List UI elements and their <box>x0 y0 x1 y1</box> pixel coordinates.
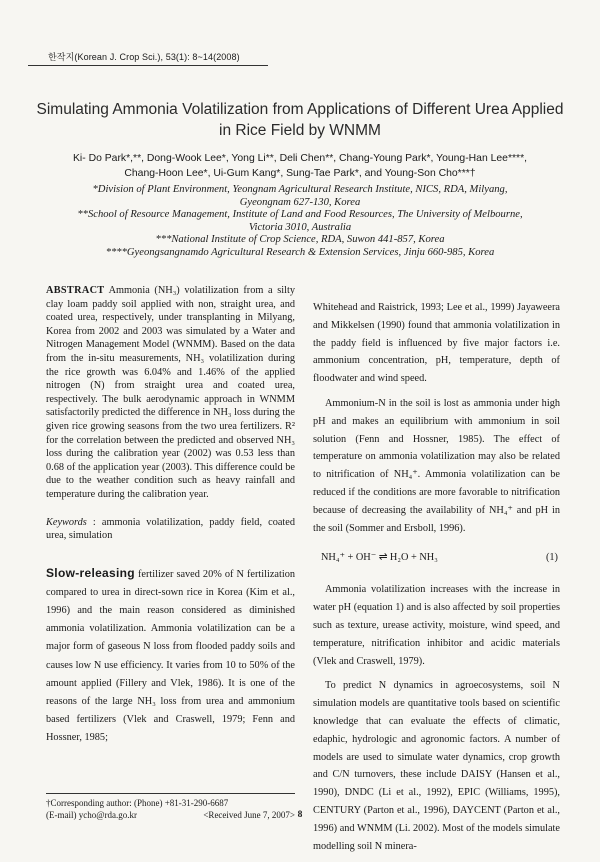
affiliations <box>40 184 560 260</box>
affiliation-line: ***National Institute of Crop Science, RDA, Suwon 441-857, Korea <box>155 234 445 246</box>
paragraph: Whitehead and Raistrick, 1993; Lee et al., 1999) Jayaweera and Mikkelsen (1990) found that ammonia volatilization in the paddy field is influenced by five major factors i.e. ammonium concentration, pH, temperature, depth of floodwater and wind speed. <box>313 302 560 385</box>
intro-lead-word: Slow-releasing <box>46 565 135 580</box>
journal-header: 한작지(Korean J. Crop Sci.), 53(1): 8~14(2008) <box>28 50 268 66</box>
page-number: 8 <box>297 810 303 820</box>
keywords <box>46 516 295 543</box>
introduction <box>46 564 295 748</box>
right-column <box>313 299 560 862</box>
paragraph: To predict N dynamics in agroecosystems, soil N simulation models are quantitative tools based on scientific knowledge that can evaluate the effects of climatic, edaphic, hydrologic and agronomic factors. A number of models are used to simulate water dynamics, crop growth and C/N turnovers, these include DAISY (Hansen et al., 1990), DNDC (Li et al., 1992), EPIC (Williams, 1995), CENTURY (Parton et al., 1996), DAYCENT (Parton et al., 1996) and WNMM (Li. 2002). Most of the models simulate modelling soil N minera- <box>313 680 560 852</box>
authors-line-1: Ki- Do Park*,**, Dong-Wook Lee*, Yong Li**, Deli Chen**, Chang-Young Park*, Young-Han Lee****, <box>72 153 528 164</box>
affiliation-line: *Division of Plant Environment, Yeongnam Agricultural Research Institute, NICS, RDA, Milyang, <box>92 184 508 195</box>
authors-line-2: Chang-Hoon Lee*, Ui-Gum Kang*, Sung-Tae Park*, and Young-Son Cho***† <box>124 168 476 179</box>
affiliation-line: **School of Resource Management, Institute of Land and Food Resources, The University of Melbourne, <box>77 209 523 221</box>
paragraph: Ammonium-N in the soil is lost as ammonia under high pH and makes an equilibrium with ammonium in soil solution (Fenn and Hossner, 1985). The effect of temperature on ammonia volatilization may also be related to nitrification of NH₄⁺. Ammonia volatilization can be reduced if the conditions are more favorable to nitrification because of decreasing the availability of NH₄⁺ and pH in the soil (Sommer and Ersboll, 1996). <box>313 397 560 534</box>
paragraph: Ammonia volatilization increases with the increase in water pH (equation 1) and is also affected by soil properties such as texture, urease activity, moisture, wind speed, and temperature, nitrification inhibitor and acidic materials (Vlek and Craswell, 1979). <box>313 584 560 667</box>
equation-number: (1) <box>545 552 558 564</box>
footnote-received: <Received June 7, 2007> <box>203 810 295 820</box>
left-column <box>46 284 295 748</box>
equation-body: NH₄⁺ + OH⁻ ⇌ H₂O + NH₃ <box>321 552 438 564</box>
intro-text: fertilizer saved 20% of N fertilization compared to urea in direct-sown rice in Korea (Kim et al., 1996) and the main reason considered as diminished ammonia volatilization. Ammonia volatilization can be a major form of gaseous N loss from flooded paddy soils and causes low N use efficiency. It varies from 10 to 50% of the amount applied (Fillery and Vlek, 1986). It is one of the reasons of the large NH₃ loss from urea and ammonium based fertilizers (Vlek and Craswell, 1979; Fenn and Hossner, 1985; <box>46 568 295 744</box>
affiliation-line: ****Gyeongsangnamdo Agricultural Research & Extension Services, Jinju 660-985, Korea <box>105 246 495 258</box>
abstract <box>46 284 295 502</box>
abstract-label: ABSTRACT <box>46 285 105 296</box>
keywords-text: : ammonia volatilization, paddy field, coated urea, simulation <box>46 516 295 541</box>
keywords-label: Keywords <box>46 516 87 528</box>
affiliation-line: Victoria 3010, Australia <box>248 221 352 233</box>
paper-title <box>20 99 580 141</box>
footnote-email: (E-mail) ycho@rda.go.kr <box>46 810 138 820</box>
affiliation-line: Gyeongnam 627-130, Korea <box>239 196 361 208</box>
equation <box>321 551 560 565</box>
author-list <box>40 151 560 181</box>
title-line-1: Simulating Ammonia Volatilization from Applications of Different Urea Applied <box>36 101 564 118</box>
abstract-text: Ammonia (NH₃) volatilization from a silty clay loam paddy soil applied with non, straight urea, and coated urea, respectively, under transplanting in Milyang, Korea from 2002 and 2003 was simulated by a Water and Nitrogen Management Model (WNMM). Based on the data from the in-situ measurements, NH₃ volatilization during the rice growth was 6.04% and 1.46% of the applied nitrogen (N) from straight urea and coated urea, respectively. The bulk aerodynamic approach in WNMM satisfactorily predicted the difference in NH₃ loss during the given rice growing seasons from the two urea fertilizers. R² for the correlation between the predicted and observed NH₃ loss during the calibration year (2002) was 0.53 less than 0.68 of the application year (2003). This difference could be due to the weather condition such as heavy rainfall and temperature during the calibration year. <box>46 285 295 500</box>
title-line-2: in Rice Field by WNMM <box>219 122 381 139</box>
footnote-corresponding: †Corresponding author: (Phone) +81-31-290-6687 <box>46 798 229 808</box>
